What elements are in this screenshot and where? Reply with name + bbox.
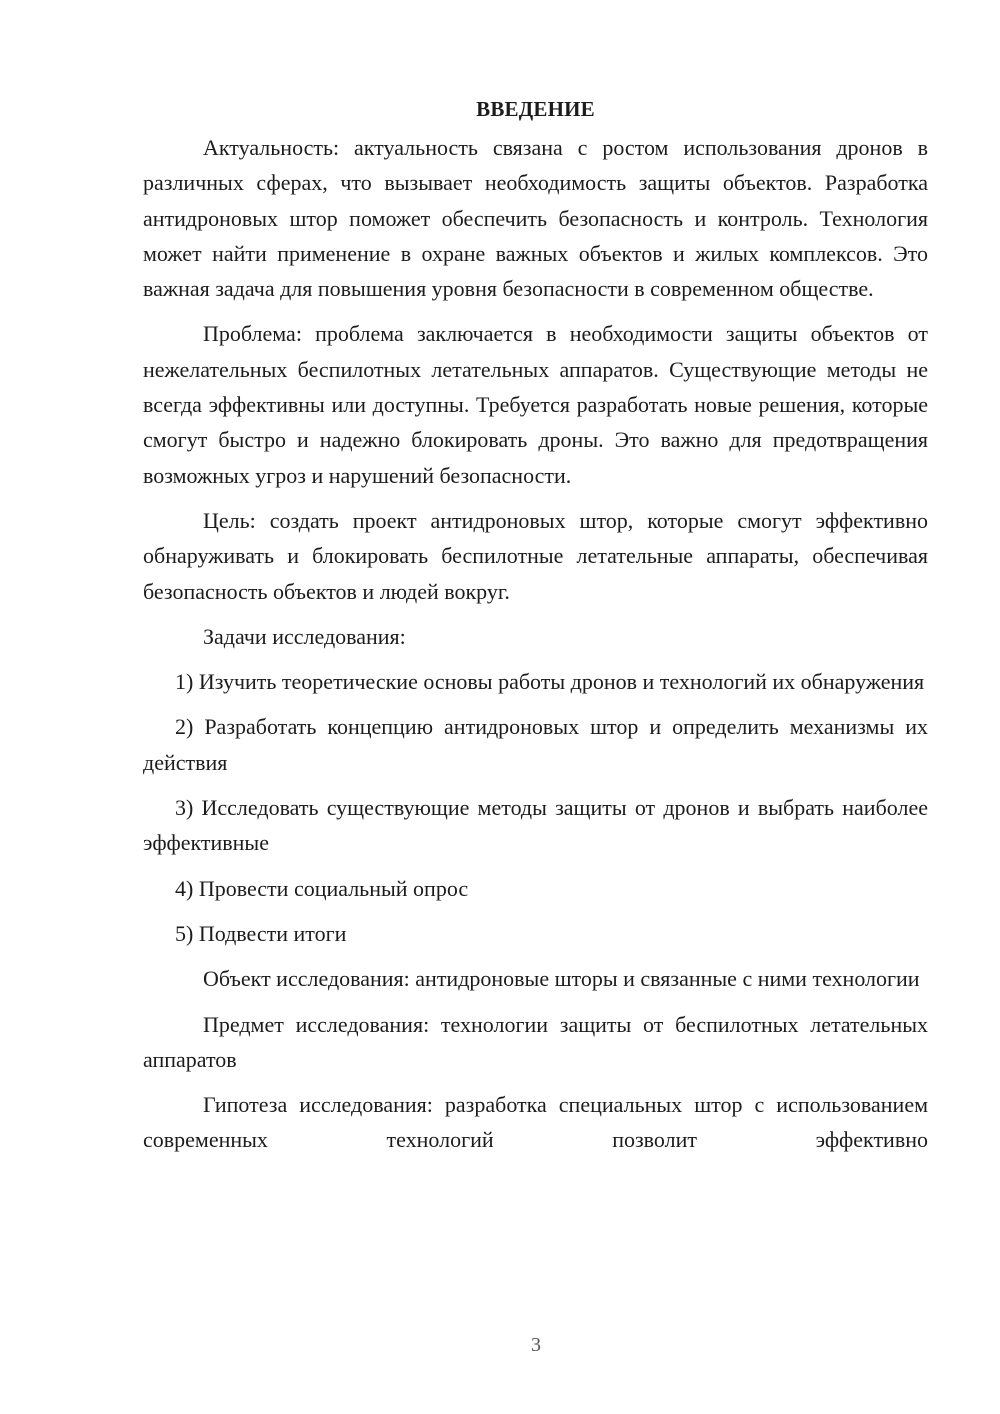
problem-paragraph: Проблема: проблема заключается в необходимости защиты объектов от нежелательных беспилотных летательных аппаратов. Существующие методы не всегда эффективны или доступны. Требуется разработать новые решения, которые смогут быстро и надежно блокировать дроны. Это важно для предотвращения возможных угроз и нарушений безопасности. [143, 321, 928, 488]
relevance-paragraph: Актуальность: актуальность связана с ростом использования дронов в различных сферах, что вызывает необходимость защиты объектов. Разработка антидроновых штор поможет обеспечить безопасность и контроль. Технология может найти применение в охране важных объектов и жилых комплексов. Это важная задача для повышения уровня безопасности в современном обществе. [143, 135, 928, 302]
tasks-heading: Задачи исследования: [203, 623, 406, 649]
task-item: 4) Провести социальный опрос [175, 875, 469, 901]
page-number: 3 [531, 1334, 541, 1356]
section-heading: ВВЕДЕНИЕ [476, 97, 595, 121]
subject-paragraph: Предмет исследования: технологии защиты от беспилотных летательных аппаратов [143, 1011, 928, 1072]
task-item: 1) Изучить теоретические основы работы дронов и технологий их обнаружения [175, 669, 925, 695]
object-paragraph: Объект исследования: антидроновые шторы и связанные с ними технологии [203, 966, 920, 992]
task-item: 2) Разработать концепцию антидроновых штор и определить механизмы их действия [143, 714, 928, 775]
task-item: 5) Подвести итоги [175, 920, 347, 946]
page-content [143, 94, 928, 1168]
hypothesis-paragraph: Гипотеза исследования: разработка специальных штор с использованием современных технологий позволит эффективно [143, 1092, 928, 1153]
goal-paragraph: Цель: создать проект антидроновых штор, которые смогут эффективно обнаруживать и блокировать беспилотные летательные аппараты, обеспечивая безопасность объектов и людей вокруг. [143, 507, 928, 604]
task-item: 3) Исследовать существующие методы защиты от дронов и выбрать наиболее эффективные [143, 795, 928, 856]
